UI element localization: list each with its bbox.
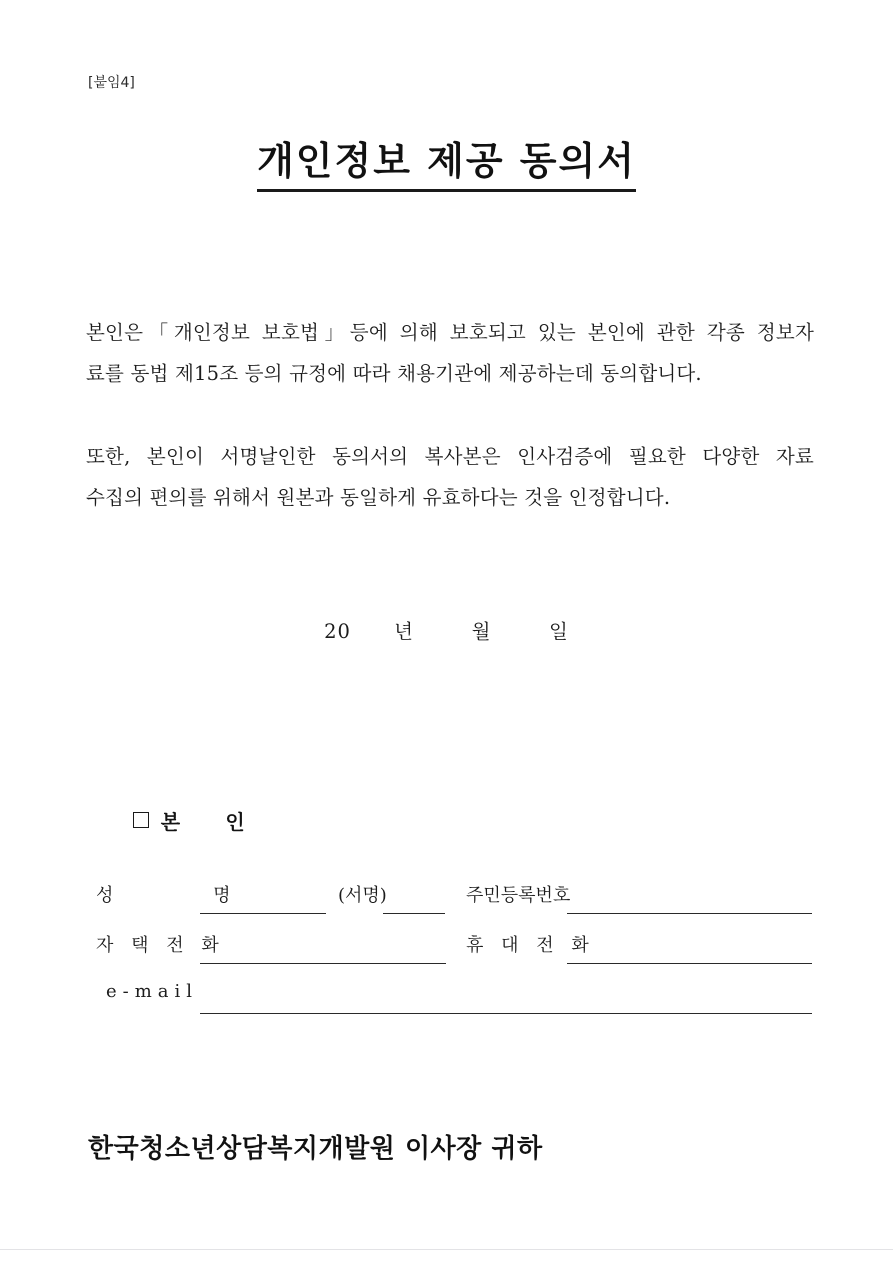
applicant-checkbox-icon[interactable] — [133, 812, 149, 828]
home-phone-input-rule[interactable] — [200, 963, 446, 964]
consent-paragraph-1 — [86, 312, 814, 394]
paragraph-1-line-2: 료를 동법 제15조 등의 규정에 따라 채용기관에 제공하는데 동의합니다. — [86, 362, 702, 385]
consent-paragraph-2 — [86, 436, 814, 518]
field-row-name — [88, 875, 814, 925]
mobile-phone-input-rule[interactable] — [567, 963, 812, 964]
applicant-section — [88, 782, 814, 1025]
attachment-tag: [붙임4] — [88, 75, 135, 91]
paragraph-1-line-1: 본인은「개인정보 보호법」등에 의해 보호되고 있는 본인에 관한 각종 정보자 — [86, 321, 814, 344]
page-title — [0, 140, 893, 192]
paragraph-2-line-2: 수집의 편의를 위해서 원본과 동일하게 유효하다는 것을 인정합니다. — [86, 486, 671, 509]
applicant-heading-label: 본 인 — [160, 810, 246, 834]
field-row-phones — [88, 925, 814, 975]
resident-number-label: 주민등록번호 — [466, 885, 571, 906]
name-input-rule[interactable] — [200, 913, 326, 914]
page-title-text: 개인정보 제공 동의서 — [257, 140, 636, 192]
mobile-phone-label: 휴 대 전 화 — [466, 935, 595, 956]
signature-input-rule[interactable] — [383, 913, 445, 914]
paragraph-2-line-1: 또한, 본인이 서명날인한 동의서의 복사본은 인사검증에 필요한 다양한 자료 — [86, 445, 814, 468]
resident-number-input-rule[interactable] — [567, 913, 812, 914]
date-line-text: 20 년 월 일 — [324, 620, 569, 643]
scan-edge-artifact — [0, 1249, 893, 1250]
name-label: 성 명 — [96, 885, 237, 906]
email-label: e-mail — [106, 981, 199, 1002]
home-phone-label: 자 택 전 화 — [96, 935, 225, 956]
date-line — [0, 616, 893, 644]
email-input-rule[interactable] — [200, 1013, 812, 1014]
field-row-email — [88, 975, 814, 1025]
consent-body — [86, 312, 814, 518]
signature-note-label: (서명) — [338, 885, 387, 906]
recipient-line: 한국청소년상담복지개발원 이사장 귀하 — [88, 1134, 543, 1164]
applicant-heading — [88, 782, 814, 859]
